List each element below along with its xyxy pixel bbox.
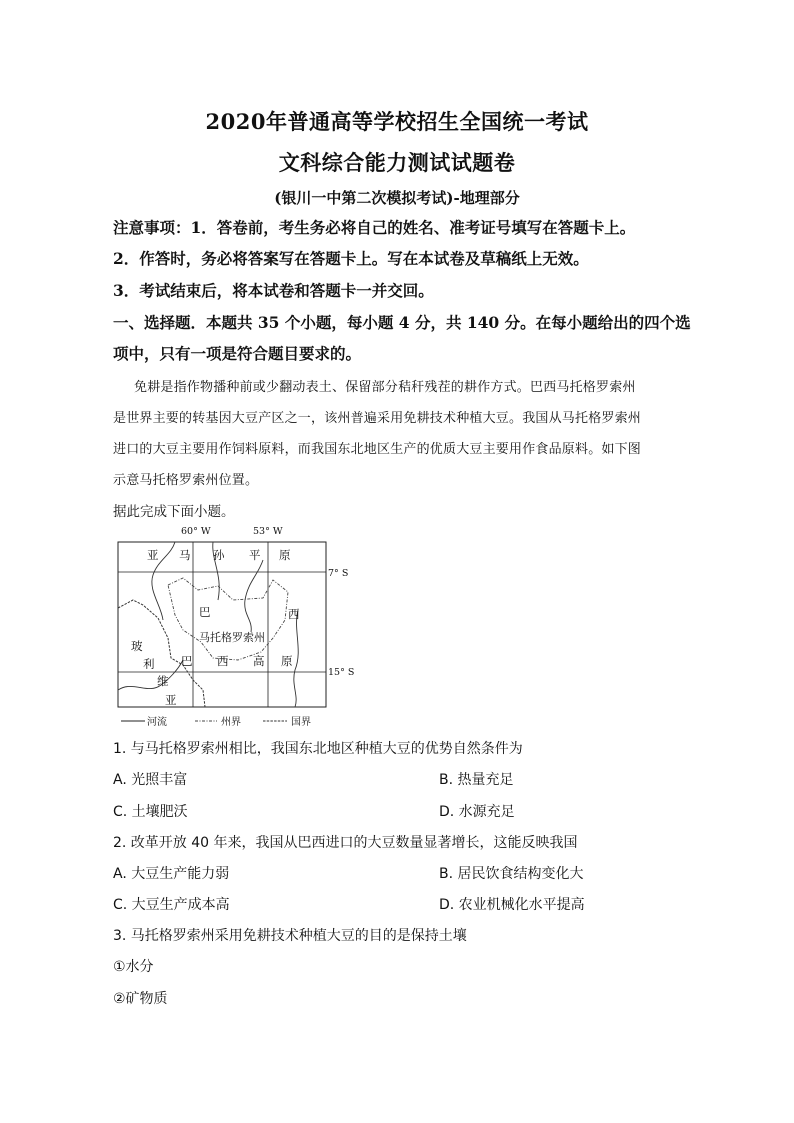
passage-line-1: 免耕是指作物播种前或少翻动表土、保留部分秸秆残茬的耕作方式。巴西马托格罗索州 bbox=[134, 380, 636, 395]
state-label: 马托格罗索州 bbox=[199, 631, 265, 644]
section-header-line-1: 一、选择题．本题共 35 个小题，每小题 4 分，共 140 分。在每小题给出的四个选 bbox=[113, 313, 691, 332]
passage-instruction: 据此完成下面小题。 bbox=[113, 504, 235, 520]
map-char-ya: 亚 bbox=[147, 548, 159, 562]
exam-title: 2020年普通高等学校招生全国统一考试 bbox=[205, 109, 589, 134]
map-char-ya-2: 亚 bbox=[165, 693, 177, 707]
mato-grosso-location-map bbox=[113, 520, 363, 730]
map-char-yuan-2: 原 bbox=[281, 654, 293, 668]
question-2-stem: 2. 改革开放 40 年来，我国从巴西进口的大豆数量显著增长，这能反映我国 bbox=[113, 835, 578, 851]
notes-line-1: 注意事项：1．答卷前，考生务必将自己的姓名、准考证号填写在答题卡上。 bbox=[113, 218, 636, 237]
map-char-gao: 高 bbox=[253, 654, 265, 668]
question-1-option-a[interactable]: A. 光照丰富 bbox=[113, 772, 188, 788]
map-char-bo: 玻 bbox=[131, 639, 143, 653]
notes-line-2: 2．作答时，务必将答案写在答题卡上。写在本试卷及草稿纸上无效。 bbox=[113, 249, 589, 268]
lon-label-53w: 53° W bbox=[253, 526, 283, 537]
legend-state-label: 州界 bbox=[221, 717, 241, 728]
paper-title: 文科综合能力测试试题卷 bbox=[278, 150, 516, 175]
question-2-option-c[interactable]: C. 大豆生产成本高 bbox=[113, 897, 230, 913]
question-3-stem: 3. 马托格罗索州采用免耕技术种植大豆的目的是保持土壤 bbox=[113, 928, 467, 944]
river-3 bbox=[245, 560, 263, 632]
question-2-option-a[interactable]: A. 大豆生产能力弱 bbox=[113, 866, 230, 882]
map-char-ba: 巴 bbox=[199, 605, 211, 619]
map-char-ping: 平 bbox=[249, 548, 261, 562]
passage-line-3: 进口的大豆主要用作饲料原料，而我国东北地区生产的优质大豆主要用作食品原料。如下图 bbox=[113, 442, 642, 457]
question-1-option-b[interactable]: B. 热量充足 bbox=[439, 772, 514, 788]
map-char-xi: 西 bbox=[288, 607, 300, 621]
question-3-item-2: ②矿物质 bbox=[113, 991, 168, 1007]
section-header-line-2: 项中，只有一项是符合题目要求的。 bbox=[113, 344, 362, 363]
passage-line-4: 示意马托格罗索州位置。 bbox=[113, 473, 259, 488]
question-1-option-c[interactable]: C. 土壤肥沃 bbox=[113, 804, 188, 820]
map-frame bbox=[118, 542, 326, 707]
lon-label-60w: 60° W bbox=[181, 526, 211, 537]
legend-river-label: 河流 bbox=[147, 717, 167, 728]
map-char-li: 利 bbox=[143, 657, 155, 671]
question-2-option-b[interactable]: B. 居民饮食结构变化大 bbox=[439, 866, 584, 882]
lat-label-15s: 15° S bbox=[328, 667, 355, 678]
question-1-stem: 1. 与马托格罗索州相比，我国东北地区种植大豆的优势自然条件为 bbox=[113, 741, 523, 757]
notes-line-3: 3．考试结束后，将本试卷和答题卡一并交回。 bbox=[113, 281, 434, 300]
river-4 bbox=[294, 610, 298, 707]
lat-label-7s: 7° S bbox=[328, 568, 349, 579]
map-char-ba-2: 巴 bbox=[181, 654, 193, 668]
question-2-option-d[interactable]: D. 农业机械化水平提高 bbox=[439, 897, 585, 913]
map-char-wei: 维 bbox=[157, 674, 169, 688]
question-1-option-d[interactable]: D. 水源充足 bbox=[439, 804, 515, 820]
passage-line-2: 是世界主要的转基因大豆产区之一，该州普遍采用免耕技术种植大豆。我国从马托格罗索州 bbox=[113, 411, 642, 426]
question-3-item-1: ①水分 bbox=[113, 959, 154, 975]
map-char-xun: 孙 bbox=[213, 548, 225, 562]
legend-national-label: 国界 bbox=[291, 717, 311, 728]
paper-subtitle: (银川一中第二次模拟考试)-地理部分 bbox=[274, 189, 520, 207]
map-char-yuan: 原 bbox=[279, 548, 291, 562]
map-char-ma: 马 bbox=[179, 548, 191, 562]
map-char-xi-2: 西 bbox=[217, 654, 229, 668]
state-border bbox=[168, 578, 288, 660]
